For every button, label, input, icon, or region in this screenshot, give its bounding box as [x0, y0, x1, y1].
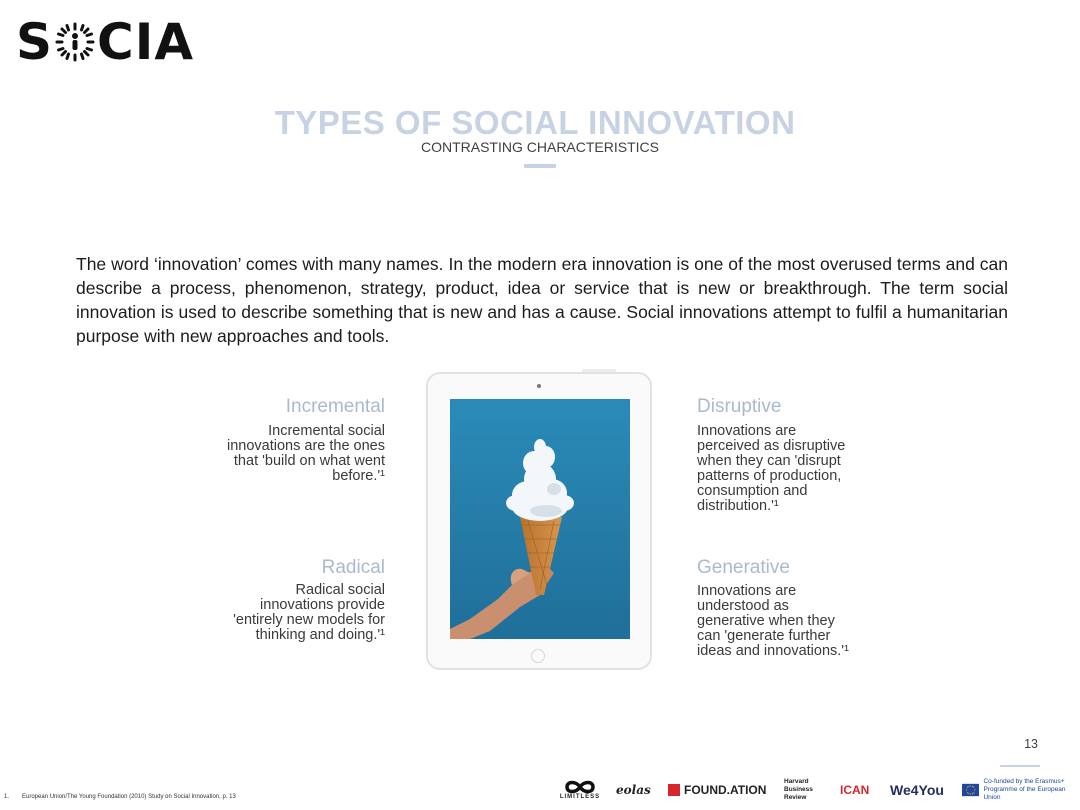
- incremental-heading: Incremental: [285, 396, 385, 417]
- logo-text-cia: CIA: [97, 13, 195, 71]
- infinity-icon: [563, 780, 597, 794]
- we4you-logo: We4You: [890, 782, 944, 798]
- erasmus-logo: Co-funded by the Erasmus+ Programme of the European Union: [962, 774, 1078, 806]
- limitless-logo: LIMITLESS: [554, 774, 606, 806]
- incremental-text: Incremental social innovations are the ones that 'build on what went before.'¹: [227, 423, 385, 484]
- page-subtitle: CONTRASTING CHARACTERISTICS: [420, 139, 659, 155]
- generative-heading: Generative: [697, 557, 790, 578]
- foundation-mark-icon: [668, 784, 680, 796]
- page-title: TYPES OF SOCIAL INNOVATION: [274, 104, 796, 141]
- foundation-logo: FOUND.ATION: [668, 774, 772, 806]
- intro-paragraph: The word ‘innovation’ comes with many names. In the modern era innovation is one of the most overused terms and can describe a process, phenomenon, strategy, product, idea or service that is new or breakthrough. The term social innovation is used to describe something that is new and has a cause. Social innovations attempt to fulfil a humanitarian purpose with new approaches and tools.: [76, 254, 1008, 346]
- sun-icon: [55, 22, 95, 62]
- hbr-logo: Harvard Business Review: [784, 778, 813, 801]
- generative-text: Innovations are understood as generative when they can 'generate further ideas and innovations.'¹: [697, 583, 849, 659]
- radical-text: Radical social innovations provide 'entirely new models for thinking and doing.'¹: [233, 582, 385, 643]
- camera-icon: [536, 383, 542, 389]
- radical-heading: Radical: [321, 557, 385, 578]
- ice-cream-cloud-image: [450, 399, 630, 639]
- eolas-logo: eolas: [616, 783, 651, 797]
- partner-logos: [550, 774, 1080, 808]
- tablet-home-button: [531, 649, 545, 663]
- disruptive-heading: Disruptive: [697, 396, 782, 417]
- footnote-number: 1.: [4, 794, 10, 800]
- title-divider: [524, 164, 556, 168]
- disruptive-text: Innovations are perceived as disruptive when they can 'disrupt patterns of production, consumption and distribution.'¹: [697, 423, 846, 514]
- socia-logo: [16, 14, 194, 70]
- eu-flag-icon: [962, 778, 979, 802]
- page-number: 13: [1024, 737, 1038, 751]
- page-number-divider: [1000, 765, 1040, 767]
- logo-text-s: S: [16, 13, 54, 71]
- footnote-text: European Union/The Young Foundation (2010) Study on Social Innovation, p. 13: [22, 794, 236, 800]
- ican-logo: ICAN: [840, 783, 870, 797]
